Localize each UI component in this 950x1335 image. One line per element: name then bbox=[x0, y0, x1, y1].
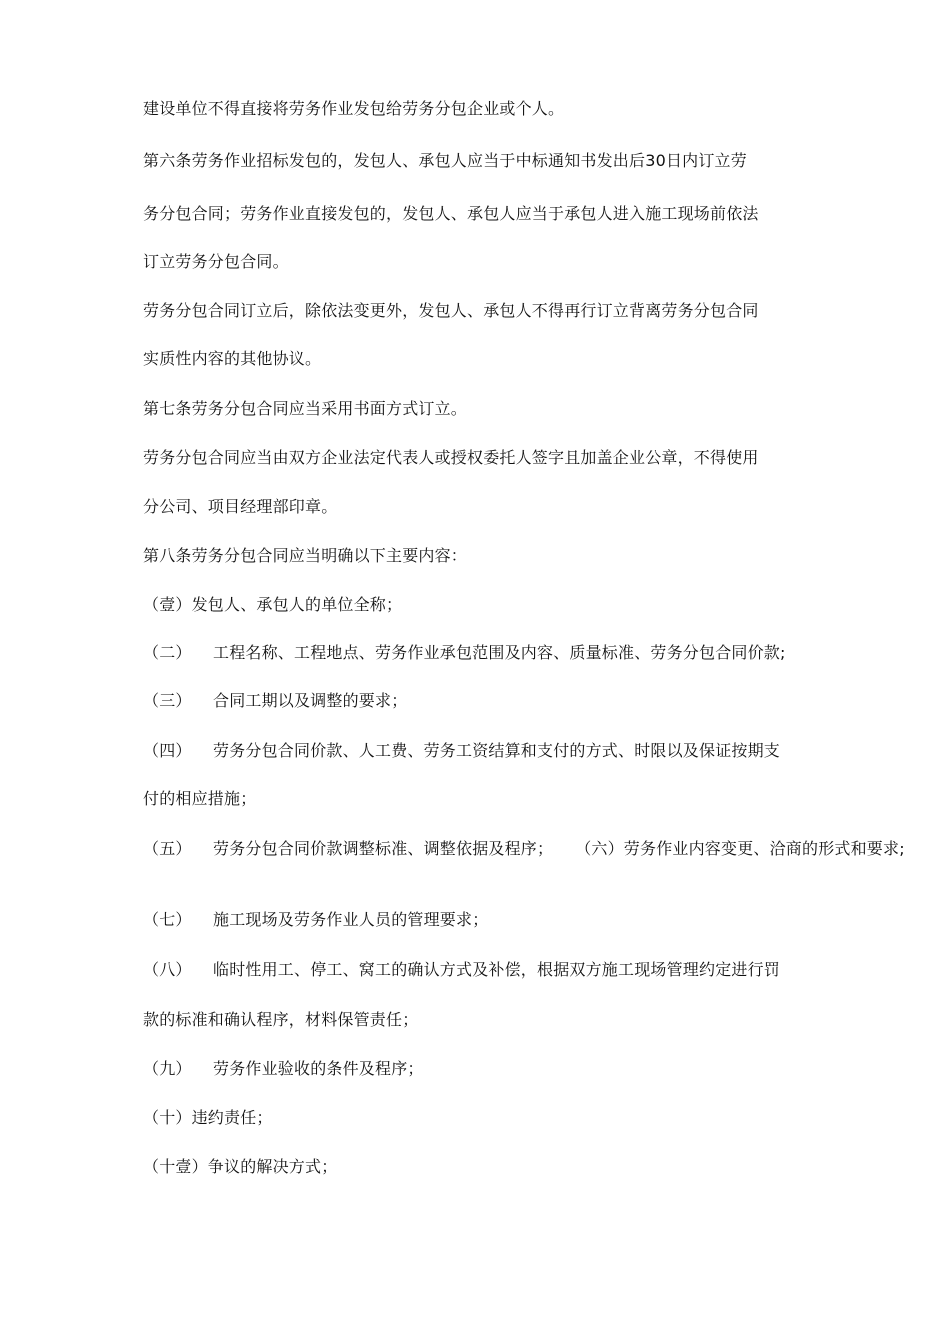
list-item bbox=[143, 838, 905, 860]
list-item bbox=[143, 690, 407, 712]
item-number: （五） bbox=[143, 839, 192, 858]
item-number: （四） bbox=[143, 741, 192, 760]
item-text: 合同工期以及调整的要求； bbox=[213, 691, 408, 710]
text-line: 劳务分包合同订立后，除依法变更外，发包人、承包人不得再行订立背离劳务分包合同 bbox=[143, 301, 759, 320]
list-item bbox=[143, 959, 780, 981]
text-line: 款的标准和确认程序，材料保管责任； bbox=[143, 1010, 419, 1029]
item-number: （二） bbox=[143, 643, 192, 662]
list-item: （十壹）争议的解决方式； bbox=[143, 1157, 338, 1176]
item-text: 劳务作业验收的条件及程序； bbox=[213, 1059, 424, 1078]
list-item bbox=[143, 1058, 424, 1080]
item-text: 临时性用工、停工、窝工的确认方式及补偿，根据双方施工现场管理约定进行罚 bbox=[213, 960, 781, 979]
item-text: 劳务分包合同价款、人工费、劳务工资结算和支付的方式、时限以及保证按期支 bbox=[213, 741, 781, 760]
text-line: 劳务分包合同应当由双方企业法定代表人或授权委托人签字且加盖企业公章，不得使用 bbox=[143, 448, 759, 467]
list-item bbox=[143, 909, 488, 931]
list-item bbox=[143, 740, 780, 762]
item-text-inline: （六）劳务作业内容变更、洽商的形式和要求; bbox=[575, 839, 905, 858]
item-number: （九） bbox=[143, 1059, 192, 1078]
text-line: 分公司、项目经理部印章。 bbox=[143, 497, 338, 516]
item-number: （七） bbox=[143, 910, 192, 929]
text-line: 务分包合同；劳务作业直接发包的，发包人、承包人应当于承包人进入施工现场前依法 bbox=[143, 204, 759, 223]
item-text: 劳务分包合同价款调整标准、调整依据及程序； bbox=[213, 839, 554, 858]
text-line: 建设单位不得直接将劳务作业发包给劳务分包企业或个人。 bbox=[143, 99, 565, 118]
text-line: 第七条劳务分包合同应当采用书面方式订立。 bbox=[143, 399, 468, 418]
list-item bbox=[143, 642, 786, 664]
item-number: （八） bbox=[143, 960, 192, 979]
text-line: 第八条劳务分包合同应当明确以下主要内容： bbox=[143, 546, 468, 565]
item-number: （三） bbox=[143, 691, 192, 710]
text-line: （壹）发包人、承包人的单位全称； bbox=[143, 595, 403, 614]
text-line: 付的相应措施； bbox=[143, 789, 257, 808]
item-text: 工程名称、工程地点、劳务作业承包范围及内容、质量标准、劳务分包合同价款; bbox=[213, 643, 786, 662]
text-line: 订立劳务分包合同。 bbox=[143, 252, 289, 271]
list-item: （十）违约责任； bbox=[143, 1108, 273, 1127]
text-line: 实质性内容的其他协议。 bbox=[143, 349, 322, 368]
item-text: 施工现场及劳务作业人员的管理要求； bbox=[213, 910, 489, 929]
text-line: 第六条劳务作业招标发包的，发包人、承包人应当于中标通知书发出后30日内订立劳 bbox=[143, 151, 747, 170]
